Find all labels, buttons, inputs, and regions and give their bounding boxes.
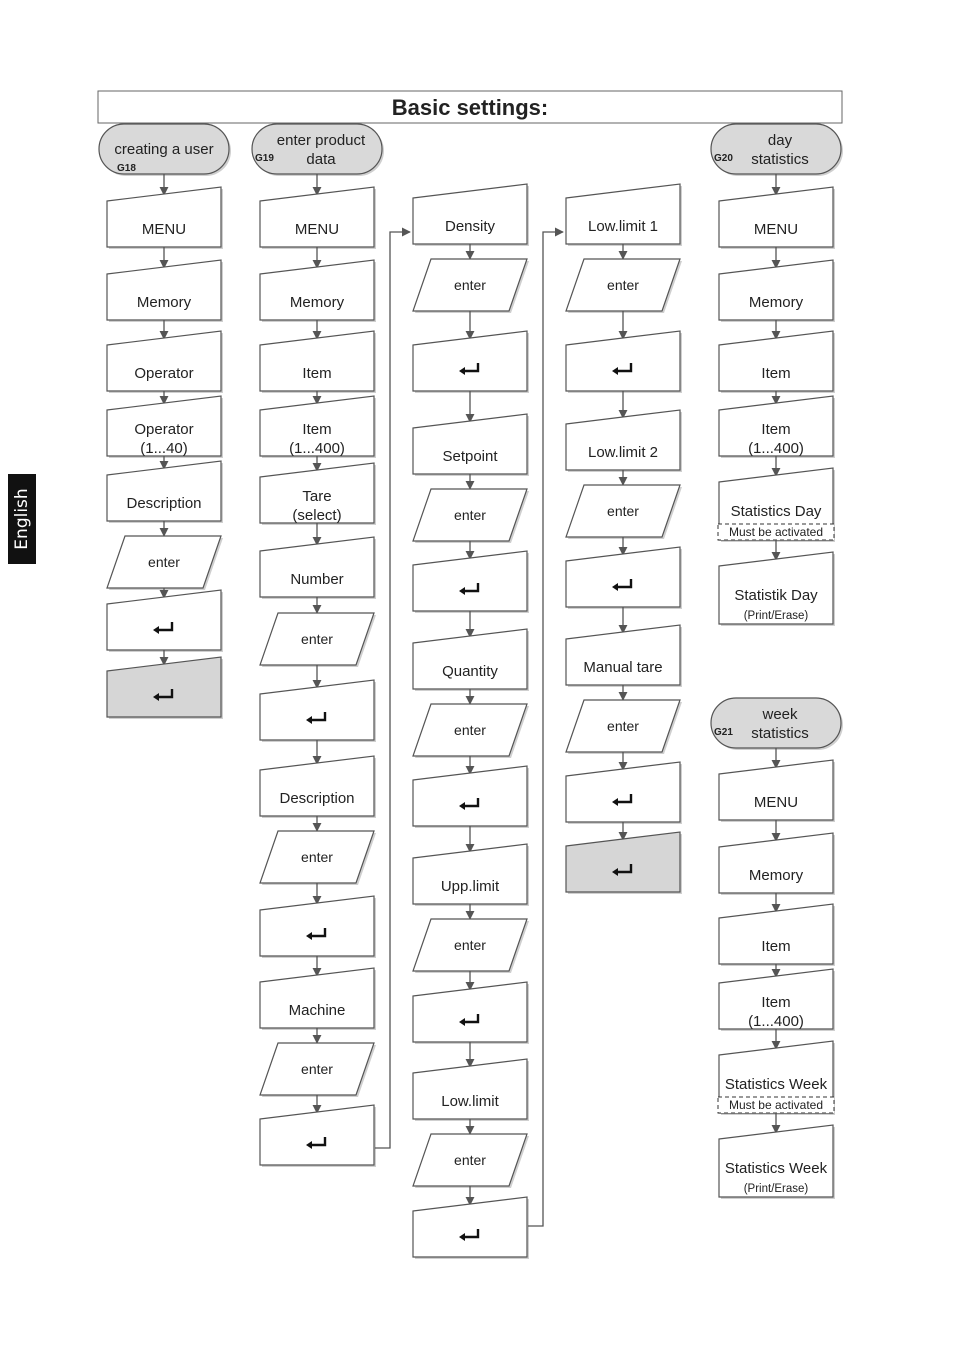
step-label-sub: (1...400) [289,440,345,457]
step-label-sub: (1...40) [140,440,188,457]
enter-label: enter [301,849,333,865]
manual-input-step [260,756,376,818]
language-tab-label: English [12,488,32,550]
enter-step [566,485,682,539]
enter-label: enter [607,718,639,734]
enter-label: enter [148,554,180,570]
enter-step [260,613,376,667]
step-label: Density [444,218,496,235]
manual-input-step [260,968,376,1030]
enter-step [413,1134,529,1188]
manual-input-step [260,187,376,249]
step-label-sub: (select) [292,507,342,524]
manual-input-step [260,331,376,393]
manual-input-step [413,1059,529,1121]
terminal-label: creating a user [114,141,214,158]
terminal-label: enter product [276,132,366,149]
enter-step [413,259,529,313]
step-label-sub: (1...400) [748,440,804,457]
enter-step [260,1043,376,1097]
flow-connector [528,232,563,1226]
manual-input-step [719,331,835,393]
terminal-g18 [99,124,231,176]
enter-label: enter [607,277,639,293]
enter-label: enter [301,631,333,647]
enter-step [413,919,529,973]
statistics-step [719,552,835,626]
step-label: MENU [753,794,799,811]
enter-key-step [260,1105,376,1167]
step-label: MENU [753,221,799,238]
activation-note: Must be activated [728,1098,824,1112]
flow-connector [375,232,410,1148]
step-label: Low.limit 1 [587,218,659,235]
enter-step [260,831,376,885]
step-label: Memory [289,294,345,311]
manual-input-step [719,833,835,895]
enter-label: enter [607,503,639,519]
terminal-id: G18 [117,163,136,174]
terminal-label-sub: statistics [751,151,809,168]
step-label-sub: (1...400) [748,1013,804,1030]
step-label: Description [126,495,202,512]
terminal-label-sub: data [306,151,336,168]
step-label: Tare [302,488,332,505]
terminal-label: day [767,132,793,149]
enter-label: enter [454,277,486,293]
enter-label: enter [454,937,486,953]
step-label: Operator [134,365,194,382]
enter-label: enter [454,1152,486,1168]
print-erase-note: (Print/Erase) [743,610,809,622]
terminal-g20 [711,124,843,176]
manual-input-step [107,331,223,393]
step-label: Number [290,571,344,588]
terminal-g19 [252,124,384,176]
step-label: Statistics Week [724,1160,828,1177]
manual-input-step [260,537,376,599]
terminal-g21 [711,698,843,750]
manual-input-step [107,187,223,249]
step-label: Memory [748,294,804,311]
manual-input-step [719,904,835,966]
terminal-id: G21 [714,727,733,738]
enter-key-step [413,331,529,393]
manual-input-step [260,463,376,525]
step-label: Item [302,365,332,382]
manual-input-step [719,969,835,1031]
step-label: Item [761,421,791,438]
manual-input-step [260,396,376,458]
enter-key-step [566,762,682,824]
enter-key-step [260,896,376,958]
step-label: Setpoint [442,448,498,465]
manual-input-step [413,414,529,476]
manual-input-step [260,260,376,322]
manual-input-step [566,184,682,246]
terminal-id: G20 [714,153,733,164]
step-label: Machine [288,1002,346,1019]
step-label: Item [761,938,791,955]
manual-input-step [566,410,682,472]
enter-key-step [566,331,682,393]
step-label: Statistics Day [730,503,822,520]
end-enter-key [107,657,223,719]
terminal-id: G19 [255,153,274,164]
terminal-label-sub: statistics [751,725,809,742]
step-label: Memory [748,867,804,884]
statistics-step [718,468,835,542]
diagram-title: Basic settings: [391,95,549,120]
enter-label: enter [454,722,486,738]
activation-note: Must be activated [728,525,824,539]
manual-input-step [719,760,835,822]
step-label: MENU [294,221,340,238]
manual-input-step [413,184,529,246]
enter-step [413,489,529,543]
step-label: Upp.limit [440,878,500,895]
step-label: Quantity [442,663,498,680]
statistics-step [718,1041,835,1115]
enter-step [107,536,223,590]
step-label: Statistik Day [734,587,818,604]
enter-key-step [413,551,529,613]
step-label: Item [761,994,791,1011]
enter-key-step [107,590,223,652]
enter-label: enter [301,1061,333,1077]
step-label: Memory [136,294,192,311]
manual-input-step [719,187,835,249]
step-label: Item [302,421,332,438]
manual-input-step [719,396,835,458]
enter-label: enter [454,507,486,523]
step-label: Description [279,790,355,807]
step-label: Item [761,365,791,382]
enter-key-step [413,766,529,828]
enter-step [413,704,529,758]
enter-step [566,700,682,754]
terminal-label: week [762,706,798,723]
enter-key-step [260,680,376,742]
manual-input-step [566,625,682,687]
manual-input-step [719,260,835,322]
manual-input-step [413,844,529,906]
statistics-step [719,1125,835,1199]
step-label: Low.limit [441,1093,499,1110]
step-label: Low.limit 2 [587,444,659,461]
enter-key-step [413,1197,529,1259]
manual-input-step [413,629,529,691]
enter-step [566,259,682,313]
manual-input-step [107,461,223,523]
enter-key-step [413,982,529,1044]
step-label: Statistics Week [724,1076,828,1093]
end-enter-key [566,832,682,894]
print-erase-note: (Print/Erase) [743,1183,809,1195]
step-label: MENU [141,221,187,238]
step-label: Manual tare [583,659,663,676]
enter-key-step [566,547,682,609]
step-label: Operator [134,421,194,438]
manual-input-step [107,396,223,458]
manual-input-step [107,260,223,322]
